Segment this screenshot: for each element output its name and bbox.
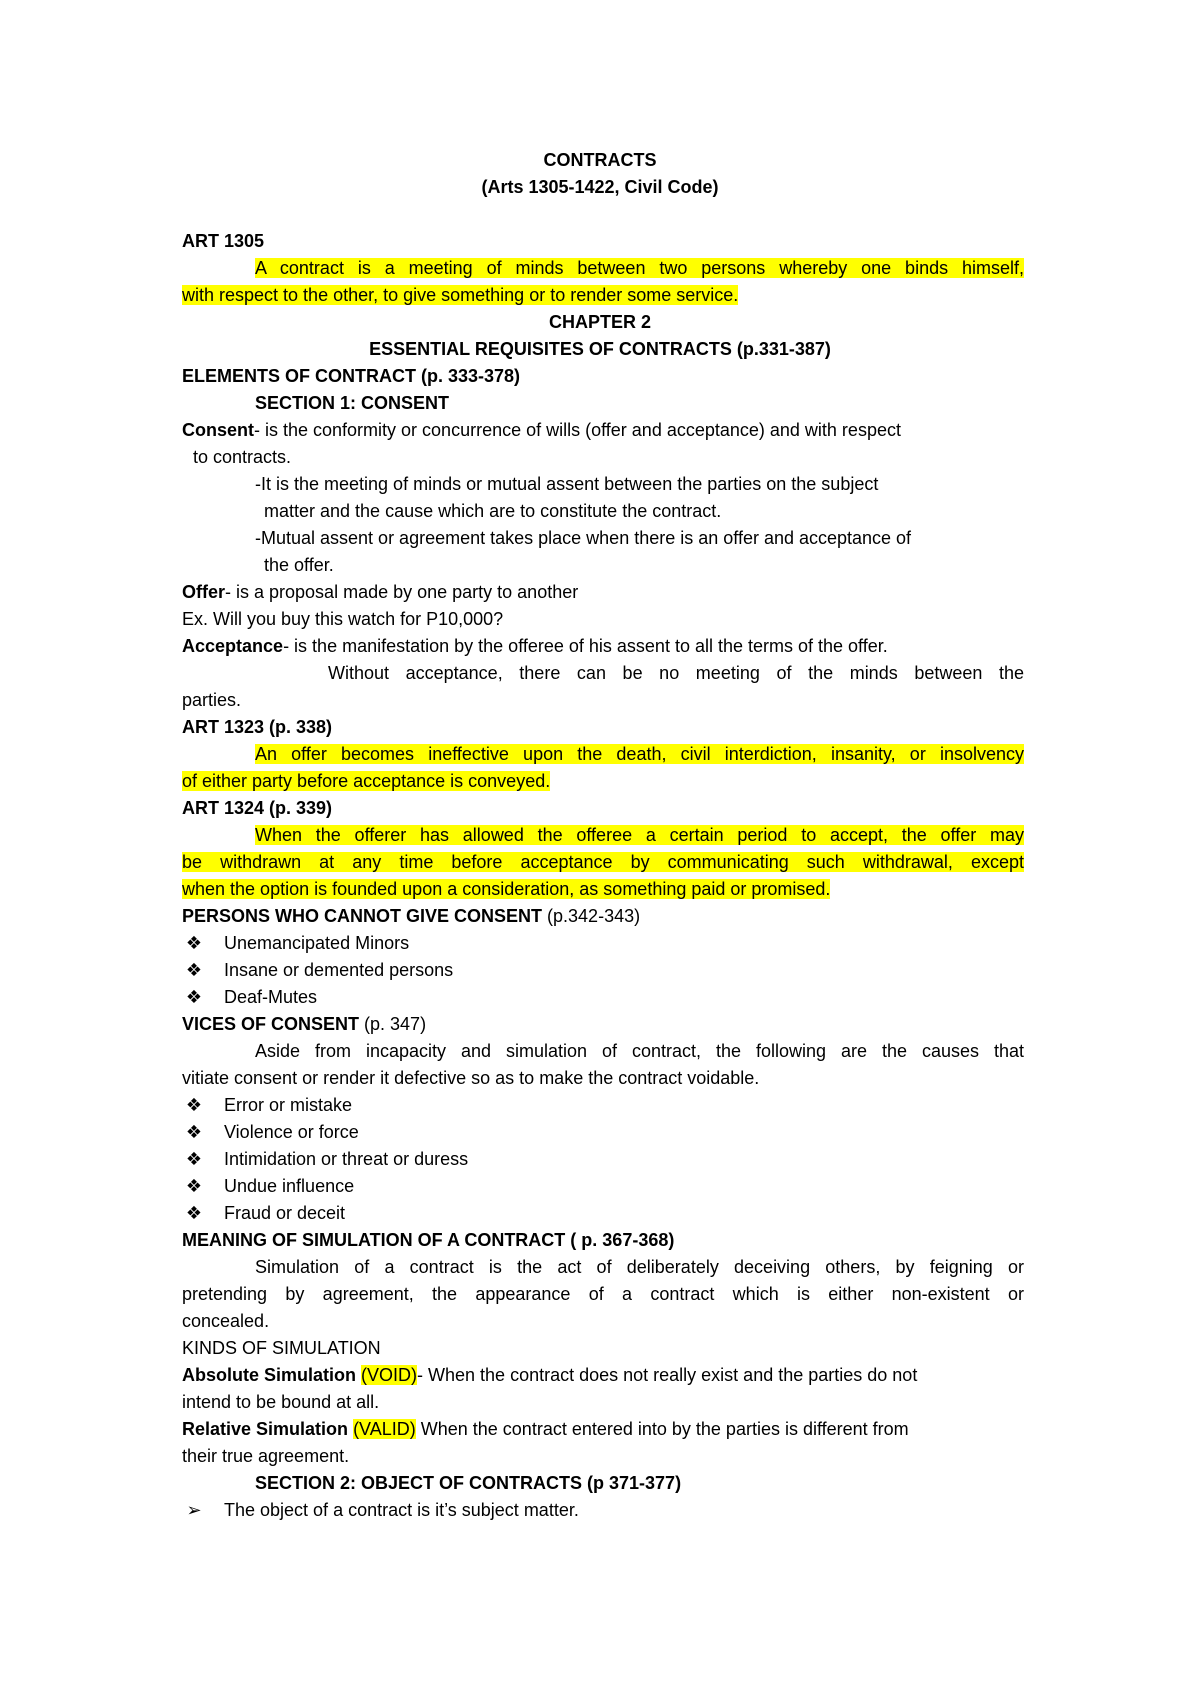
list-item: ❖ Intimidation or threat or duress <box>0 1146 1200 1173</box>
consent-definition: Consent- is the conformity or concurrence of wills (offer and acceptance) and with respect <box>182 420 901 440</box>
chapter-title: ESSENTIAL REQUISITES OF CONTRACTS (p.331-387) <box>369 339 831 359</box>
acceptance-note: Without acceptance, there can be no meeting of the minds between the <box>328 663 1024 683</box>
list-item: ❖ Error or mistake <box>0 1092 1200 1119</box>
vices-intro-line1: Aside from incapacity and simulation of contract, the following are the causes that <box>255 1041 1024 1061</box>
consent-meeting-of-minds-cont: matter and the cause which are to constitute the contract. <box>264 501 722 521</box>
document-title: CONTRACTS <box>543 150 657 170</box>
cannot-consent-heading: PERSONS WHO CANNOT GIVE CONSENT (p.342-343) <box>182 906 641 926</box>
acceptance-note-cont: parties. <box>182 690 242 710</box>
art1305-text-line2: with respect to the other, to give something or to render some service. <box>182 285 739 305</box>
diamond-bullet-icon: ❖ <box>185 1149 203 1169</box>
diamond-bullet-icon: ❖ <box>185 1095 203 1115</box>
list-item: ❖ Unemancipated Minors <box>0 930 1200 957</box>
simulation-text-line1: Simulation of a contract is the act of deliberately deceiving others, by feigning or <box>255 1257 1024 1277</box>
simulation-text-line2: pretending by agreement, the appearance of a contract which is either non-existent or <box>182 1284 1024 1304</box>
list-item: ❖ Undue influence <box>0 1173 1200 1200</box>
simulation-heading: MEANING OF SIMULATION OF A CONTRACT ( p. 367-368) <box>182 1230 675 1250</box>
diamond-bullet-icon: ❖ <box>185 1176 203 1196</box>
consent-mutual-assent: -Mutual assent or agreement takes place when there is an offer and acceptance of <box>255 528 912 548</box>
art1323-text-line2: of either party before acceptance is conveyed. <box>182 771 551 791</box>
diamond-bullet-icon: ❖ <box>185 933 203 953</box>
chapter-label: CHAPTER 2 <box>548 312 651 332</box>
relative-simulation-cont: their true agreement. <box>182 1446 350 1466</box>
consent-meeting-of-minds: -It is the meeting of minds or mutual assent between the parties on the subject <box>255 474 879 494</box>
art1324-text-line3: when the option is founded upon a consideration, as something paid or promised. <box>182 879 831 899</box>
relative-simulation: Relative Simulation (VALID) When the contract entered into by the parties is different from <box>182 1419 909 1439</box>
consent-definition-cont: to contracts. <box>193 447 292 467</box>
diamond-bullet-icon: ❖ <box>185 1122 203 1142</box>
art1324-text-line1: When the offerer has allowed the offeree a certain period to accept, the offer may <box>255 825 1024 845</box>
absolute-simulation-cont: intend to be bound at all. <box>182 1392 380 1412</box>
art1324-text-line2: be withdrawn at any time before acceptance by communicating such withdrawal, except <box>182 852 1024 872</box>
vices-heading: VICES OF CONSENT (p. 347) <box>182 1014 427 1034</box>
list-item: ❖ Insane or demented persons <box>0 957 1200 984</box>
valid-badge: (VALID) <box>353 1419 416 1439</box>
art1323-text-line1: An offer becomes ineffective upon the death, civil interdiction, insanity, or insolvency <box>255 744 1024 764</box>
offer-example: Ex. Will you buy this watch for P10,000? <box>182 609 504 629</box>
section1-heading: SECTION 1: CONSENT <box>255 393 450 413</box>
elements-heading: ELEMENTS OF CONTRACT (p. 333-378) <box>182 366 521 386</box>
list-item: ❖ Fraud or deceit <box>0 1200 1200 1227</box>
list-item: ➢ The object of a contract is it’s subject matter. <box>0 1497 1200 1524</box>
simulation-text-line3: concealed. <box>182 1311 270 1331</box>
document-subtitle: (Arts 1305-1422, Civil Code) <box>481 177 719 197</box>
list-item: ❖ Deaf-Mutes <box>0 984 1200 1011</box>
diamond-bullet-icon: ❖ <box>185 960 203 980</box>
void-badge: (VOID) <box>361 1365 418 1385</box>
simulation-kinds-heading: KINDS OF SIMULATION <box>182 1338 381 1358</box>
absolute-simulation: Absolute Simulation (VOID)- When the contract does not really exist and the parties do not <box>182 1365 918 1385</box>
consent-mutual-assent-cont: the offer. <box>264 555 334 575</box>
section2-heading: SECTION 2: OBJECT OF CONTRACTS (p 371-377) <box>255 1473 682 1493</box>
diamond-bullet-icon: ❖ <box>185 1203 203 1223</box>
art1305-text-line1: A contract is a meeting of minds between two persons whereby one binds himself, <box>255 258 1024 278</box>
offer-definition: Offer- is a proposal made by one party to another <box>182 582 579 602</box>
art1305-heading: ART 1305 <box>182 231 265 251</box>
art1323-heading: ART 1323 (p. 338) <box>182 717 333 737</box>
art1324-heading: ART 1324 (p. 339) <box>182 798 333 818</box>
vices-intro-line2: vitiate consent or render it defective so as to make the contract voidable. <box>182 1068 760 1088</box>
acceptance-definition: Acceptance- is the manifestation by the offeree of his assent to all the terms of the offer. <box>182 636 888 656</box>
diamond-bullet-icon: ❖ <box>185 987 203 1007</box>
arrow-bullet-icon: ➢ <box>186 1500 202 1520</box>
list-item: ❖ Violence or force <box>0 1119 1200 1146</box>
